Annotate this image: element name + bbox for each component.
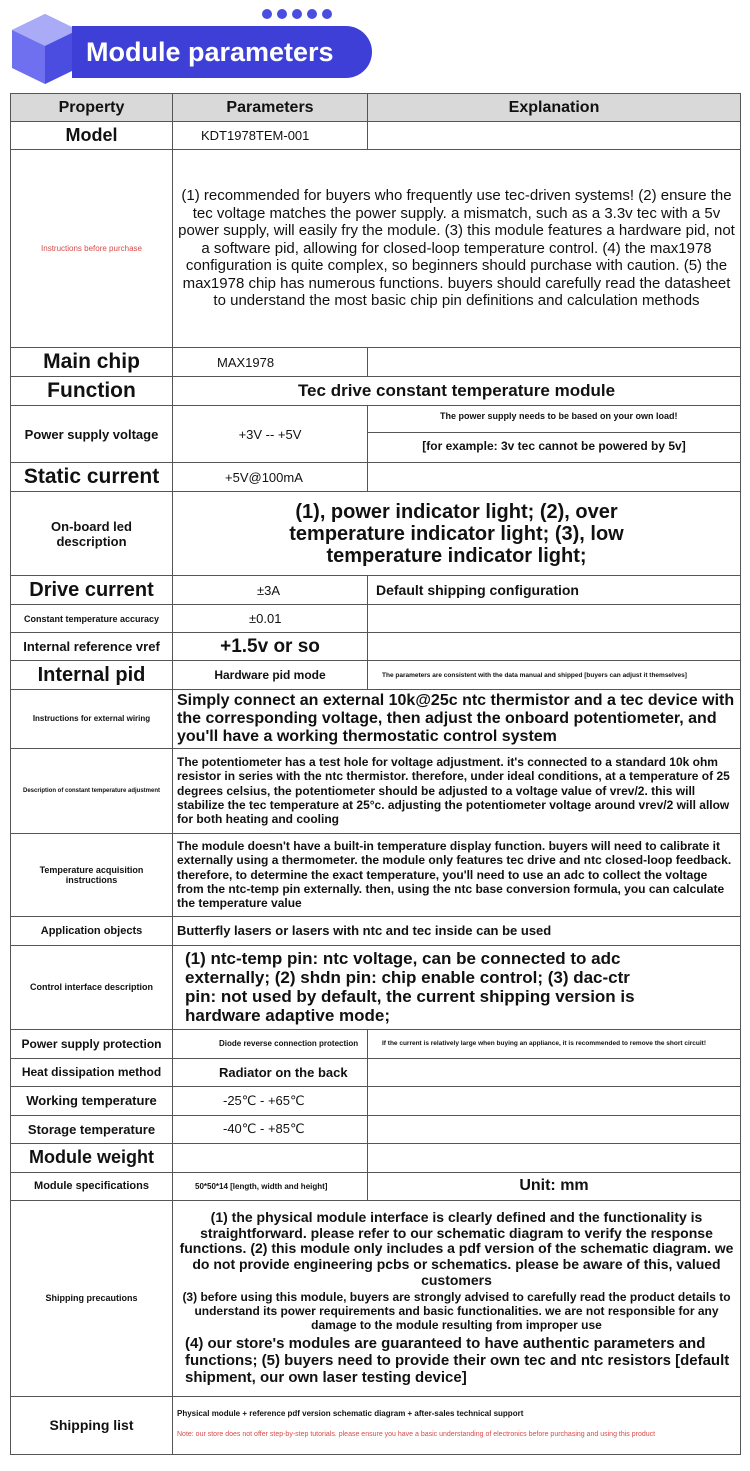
parameter-value: Diode reverse connection protection bbox=[173, 1029, 368, 1058]
parameter-value: 50*50*14 [length, width and height] bbox=[173, 1172, 368, 1200]
shipping-list-text: Physical module + reference pdf version schematic diagram + after-sales technical support bbox=[177, 1408, 524, 1418]
property-label: Main chip bbox=[11, 348, 173, 377]
explanation-value bbox=[368, 1086, 741, 1115]
parameter-value: -25℃ - +65℃ bbox=[173, 1086, 368, 1115]
property-label: Temperature acquisition instructions bbox=[11, 833, 173, 916]
explanation-value bbox=[368, 463, 741, 492]
title-banner bbox=[0, 0, 750, 88]
property-label: Application objects bbox=[11, 916, 173, 945]
control-text: (1) ntc-temp pin: ntc voltage, can be connected to adc externally; (2) shdn pin: chip enable control; (3) dac-ctr pin: not used by default, the current shipping version is hardware adaptive mode; bbox=[173, 945, 741, 1029]
property-label: Module specifications bbox=[11, 1172, 173, 1200]
property-label: Shipping list bbox=[11, 1396, 173, 1454]
row-model bbox=[11, 122, 741, 150]
instructions-text: (1) recommended for buyers who frequently use tec-driven systems! (2) ensure the tec voltage matches the power supply. a mismatch, such as a 3.3v tec with a 5v power supply, will easily fry the module. (3) this module features a hardware pid, not a software pid, allowing for closed-loop temperature control. (4) the max1978 configuration is quite complex, so beginners should purchase with caution. (5) the max1978 chip has numerous functions. buyers should carefully read the datasheet to understand the most basic chip pin definitions and calculation methods bbox=[173, 150, 741, 348]
property-label: Internal reference vref bbox=[11, 633, 173, 661]
parameter-value: KDT1978TEM-001 bbox=[173, 122, 368, 150]
row-power-supply bbox=[11, 406, 741, 463]
row-storage-temp bbox=[11, 1115, 741, 1143]
parameter-value: Hardware pid mode bbox=[173, 661, 368, 690]
property-label: Shipping precautions bbox=[11, 1200, 173, 1396]
explanation-value bbox=[368, 633, 741, 661]
property-label: Module weight bbox=[11, 1143, 173, 1172]
property-label: Constant temperature accuracy bbox=[11, 605, 173, 633]
header-parameters: Parameters bbox=[173, 94, 368, 122]
precaution-text-1: (1) the physical module interface is clearly defined and the functionality is straightforward. please refer to our schematic diagram to verify the response functions. (2) this module only includes a pdf version of the schematic diagram. we do not provide engineering pcbs or schematics. please be aware of this, valued customers bbox=[179, 1208, 734, 1288]
table-header-row bbox=[11, 94, 741, 122]
row-function bbox=[11, 377, 741, 406]
property-label: Instructions for external wiring bbox=[11, 690, 173, 749]
property-label: Power supply protection bbox=[11, 1029, 173, 1058]
property-label: Drive current bbox=[11, 576, 173, 605]
cube-icon bbox=[8, 12, 82, 86]
explanation-value: The parameters are consistent with the data manual and shipped [buyers can adjust it themselves] bbox=[368, 661, 741, 690]
application-text: Butterfly lasers or lasers with ntc and tec inside can be used bbox=[173, 916, 741, 945]
property-label: On-board led description bbox=[11, 492, 173, 576]
property-label: Static current bbox=[11, 463, 173, 492]
explanation-line-2: [for example: 3v tec cannot be powered by 5v] bbox=[422, 439, 686, 453]
explanation-value: If the current is relatively large when buying an appliance, it is recommended to remove the short circuit! bbox=[368, 1029, 741, 1058]
property-label: Description of constant temperature adjustment bbox=[11, 748, 173, 833]
page-title: Module parameters bbox=[72, 26, 372, 78]
row-accuracy bbox=[11, 605, 741, 633]
property-label: Function bbox=[11, 377, 173, 406]
row-application bbox=[11, 916, 741, 945]
row-drive-current bbox=[11, 576, 741, 605]
shipping-note: Note: our store does not offer step-by-step tutorials. please ensure you have a basic understanding of electronics before purchasing and using this product bbox=[177, 1430, 656, 1438]
explanation-value bbox=[368, 605, 741, 633]
wiring-text: Simply connect an external 10k@25c ntc thermistor and a tec device with the corresponding voltage, then adjust the onboard potentiometer, and you'll have a working thermostatic control system bbox=[173, 690, 741, 749]
precaution-text-3: (4) our store's modules are guaranteed to have authentic parameters and functions; (5) buyers need to provide their own tec and ntc resistors [default shipment, our own laser testing device] bbox=[185, 1335, 730, 1386]
explanation-value bbox=[368, 348, 741, 377]
parameter-value bbox=[173, 1143, 368, 1172]
row-working-temp bbox=[11, 1086, 741, 1115]
explanation-line-1: The power supply needs to be based on your own load! bbox=[368, 409, 740, 433]
parameter-value: Radiator on the back bbox=[173, 1058, 368, 1086]
property-label: Model bbox=[11, 122, 173, 150]
header-property: Property bbox=[11, 94, 173, 122]
row-shipping-list bbox=[11, 1396, 741, 1454]
parameter-value: MAX1978 bbox=[173, 348, 368, 377]
adjust-text: The potentiometer has a test hole for voltage adjustment. it's connected to a standard 10k ohm resistor in series with the ntc thermistor. therefore, under ideal conditions, at a temperature of 25 degrees celsius, the potentiometer should be adjusted to a voltage value of vrev/2. this will stabilize the tec temperature at 25°c. adjusting the potentiometer voltage around vrev/2 will allow for both heating and cooling bbox=[173, 748, 741, 833]
explanation-value bbox=[368, 122, 741, 150]
row-shipping-precautions bbox=[11, 1200, 741, 1396]
explanation-value: Unit: mm bbox=[368, 1172, 741, 1200]
parameter-value: ±3A bbox=[173, 576, 368, 605]
row-acquisition bbox=[11, 833, 741, 916]
parameter-value: -40℃ - +85℃ bbox=[173, 1115, 368, 1143]
function-text: Tec drive constant temperature module bbox=[173, 377, 741, 406]
explanation-value bbox=[368, 1115, 741, 1143]
acquisition-text: The module doesn't have a built-in temperature display function. buyers will need to calibrate it externally using a thermometer. the module only features tec drive and ntc closed-loop feedback. therefore, to determine the exact temperature, you'll need to use an adc to collect the voltage from the ntc-temp pin externally. then, using the ntc base conversion formula, you can calculate the temperature value bbox=[173, 833, 741, 916]
property-label: Internal pid bbox=[11, 661, 173, 690]
row-heat bbox=[11, 1058, 741, 1086]
row-weight bbox=[11, 1143, 741, 1172]
row-specs bbox=[11, 1172, 741, 1200]
header-explanation: Explanation bbox=[368, 94, 741, 122]
row-control bbox=[11, 945, 741, 1029]
explanation-value bbox=[368, 1143, 741, 1172]
explanation-value bbox=[368, 1058, 741, 1086]
row-static-current bbox=[11, 463, 741, 492]
property-label: Heat dissipation method bbox=[11, 1058, 173, 1086]
parameter-value: ±0.01 bbox=[173, 605, 368, 633]
explanation-value: Default shipping configuration bbox=[368, 576, 741, 605]
property-label: Instructions before purchase bbox=[11, 150, 173, 348]
row-wiring bbox=[11, 690, 741, 749]
precaution-text-2: (3) before using this module, buyers are strongly advised to carefully read the product details to understand its power requirements and basic functionalities. we are not responsible for any damage to the module resulting from improper use bbox=[182, 1290, 731, 1333]
led-text: (1), power indicator light; (2), over temperature indicator light; (3), low temperature indicator light; bbox=[173, 492, 741, 576]
row-pid bbox=[11, 661, 741, 690]
parameter-value: +5V@100mA bbox=[173, 463, 368, 492]
row-protection bbox=[11, 1029, 741, 1058]
row-vref bbox=[11, 633, 741, 661]
row-led bbox=[11, 492, 741, 576]
property-label: Power supply voltage bbox=[11, 406, 173, 463]
decorative-dots bbox=[262, 6, 337, 24]
row-main-chip bbox=[11, 348, 741, 377]
property-label: Control interface description bbox=[11, 945, 173, 1029]
parameter-value: +1.5v or so bbox=[173, 633, 368, 661]
property-label: Storage temperature bbox=[11, 1115, 173, 1143]
parameter-value: +3V -- +5V bbox=[173, 406, 368, 463]
row-adjust bbox=[11, 748, 741, 833]
row-instructions bbox=[11, 150, 741, 348]
parameters-table bbox=[10, 93, 741, 1455]
property-label: Working temperature bbox=[11, 1086, 173, 1115]
